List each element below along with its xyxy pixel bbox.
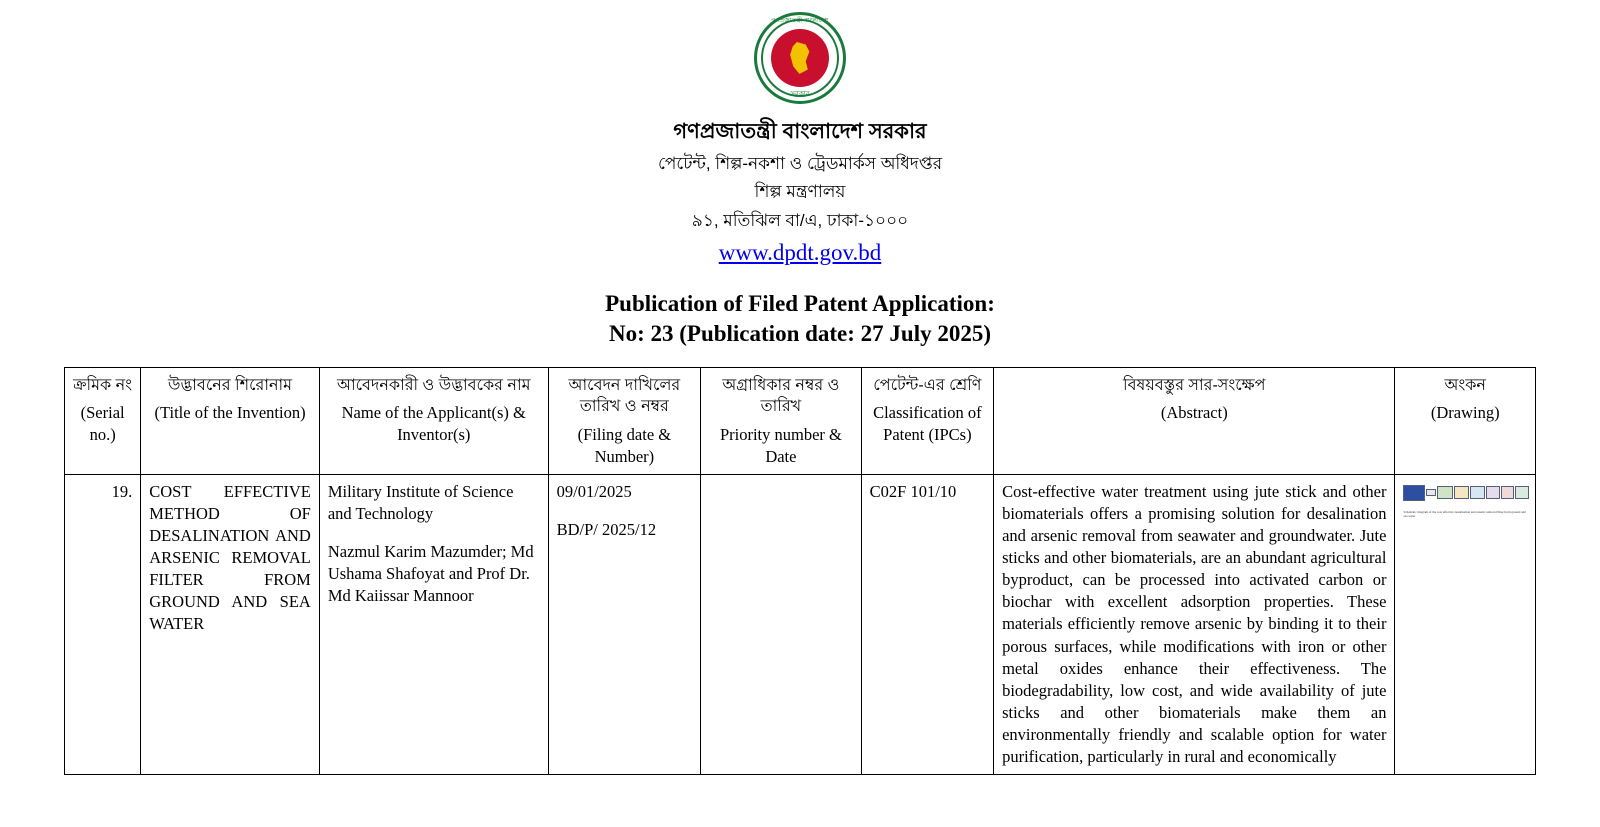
emblem-top-text: গণপ্রজাতন্ত্রী বাংলাদেশ [771,18,829,24]
emblem-bottom-text: সরকার [790,90,810,98]
publication-title-line2: No: 23 (Publication date: 27 July 2025) [608,320,992,346]
emblem-center [771,29,829,87]
bangladesh-government-emblem-icon [754,12,846,104]
column-header-drawing [1395,367,1536,474]
column-header-applicant-bn: আবেদনকারী ও উদ্ভাবকের নাম [336,376,531,394]
header-department-name: পেটেন্ট, শিল্প-নকশা ও ট্রেডমার্কস অধিদপ্তর [657,153,943,173]
drawing-caption: Schematic diagram of the cost effective desalination and arsenic removal filter from ground and sea water [1403,509,1526,518]
filing-number: BD/P/ 2025/12 [556,519,657,539]
column-header-drawing-bn: অংকন [1444,376,1486,394]
column-header-priority-en: Priority number & Date [719,424,842,466]
cell-drawing [1395,474,1536,774]
column-header-filing [548,367,701,474]
column-header-serial-en: (Serial no.) [80,403,125,445]
table-header-row [65,367,1536,474]
column-header-abstract [994,367,1395,474]
emblem-map-shape [787,42,813,74]
header-ministry-name: শিল্প মন্ত্রণালয় [754,182,846,202]
drawing-thumbnail-icon [1403,483,1531,509]
column-header-filing-bn: আবেদন দাখিলের তারিখ ও নম্বর [568,376,681,416]
table-row [65,474,1536,774]
cell-filing [548,474,701,774]
column-header-serial [65,367,141,474]
column-header-applicant [319,367,548,474]
column-header-abstract-en: (Abstract) [1160,403,1228,423]
applicant-name: Military Institute of Science and Technology [327,481,514,523]
column-header-filing-en: (Filing date & Number) [577,424,672,466]
header-address: ৯১, মতিঝিল বা/এ, ঢাকা-১০০০ [691,210,909,230]
column-header-applicant-en: Name of the Applicant(s) & Inventor(s) [341,403,526,445]
patent-applications-table [64,367,1536,776]
cell-abstract: Cost-effective water treatment using jute stick and other biomaterials offers a promising solution for desalination and arsenic removal from seawater and groundwater. Jute sticks and other biomaterials, are an abundant agricultural byproduct, can be processed into activated carbon or biochar with excellent adsorption properties. These materials efficiently remove arsenic by binding it to their porous surfaces, while modifications with iron or other metal oxides enhance their effectiveness. The biodegradability, low cost, and wide availability of jute sticks and other biomaterials make them an environmentally friendly and scalable option for water purification, particularly in rural and economically [994,474,1395,774]
column-header-classification-bn: পেটেন্ট-এর শ্রেণি [873,376,982,394]
column-header-drawing-en: (Drawing) [1430,403,1500,423]
document-header [64,118,1536,268]
column-header-title-en: (Title of the Invention) [154,403,306,423]
publication-title-line1: Publication of Filed Patent Application: [605,291,995,317]
filing-date: 09/01/2025 [556,481,632,501]
cell-serial: 19. [65,474,141,774]
column-header-abstract-bn: বিষয়বস্তুর সার-সংক্ষেপ [1123,376,1266,394]
column-header-priority [701,367,862,474]
column-header-serial-bn: ক্রমিক নং [73,376,133,394]
column-header-classification-en: Classification of Patent (IPCs) [873,403,982,445]
column-header-classification [861,367,993,474]
column-header-title-bn: উদ্ভাবনের শিরোনাম [168,376,293,394]
cell-invention-title: COST EFFECTIVE METHOD OF DESALINATION AND ARSENIC REMOVAL FILTER FROM GROUND AND SEA WATER [141,474,320,774]
column-header-priority-bn: অগ্রাধিকার নম্বর ও তারিখ [722,376,840,416]
inventor-names: Nazmul Karim Mazumder; Md Ushama Shafoyat and Prof Dr. Md Kaiissar Mannoor [327,541,534,606]
column-header-title [141,367,320,474]
cell-applicant-inventor [319,474,548,774]
header-government-name: গণপ্রজাতন্ত্রী বাংলাদেশ সরকার [673,120,927,143]
publication-title [64,290,1536,346]
emblem-container [64,0,1536,104]
cell-priority [701,474,862,774]
header-website-link[interactable]: www.dpdt.gov.bd [718,240,882,266]
cell-classification: C02F 101/10 [861,474,993,774]
